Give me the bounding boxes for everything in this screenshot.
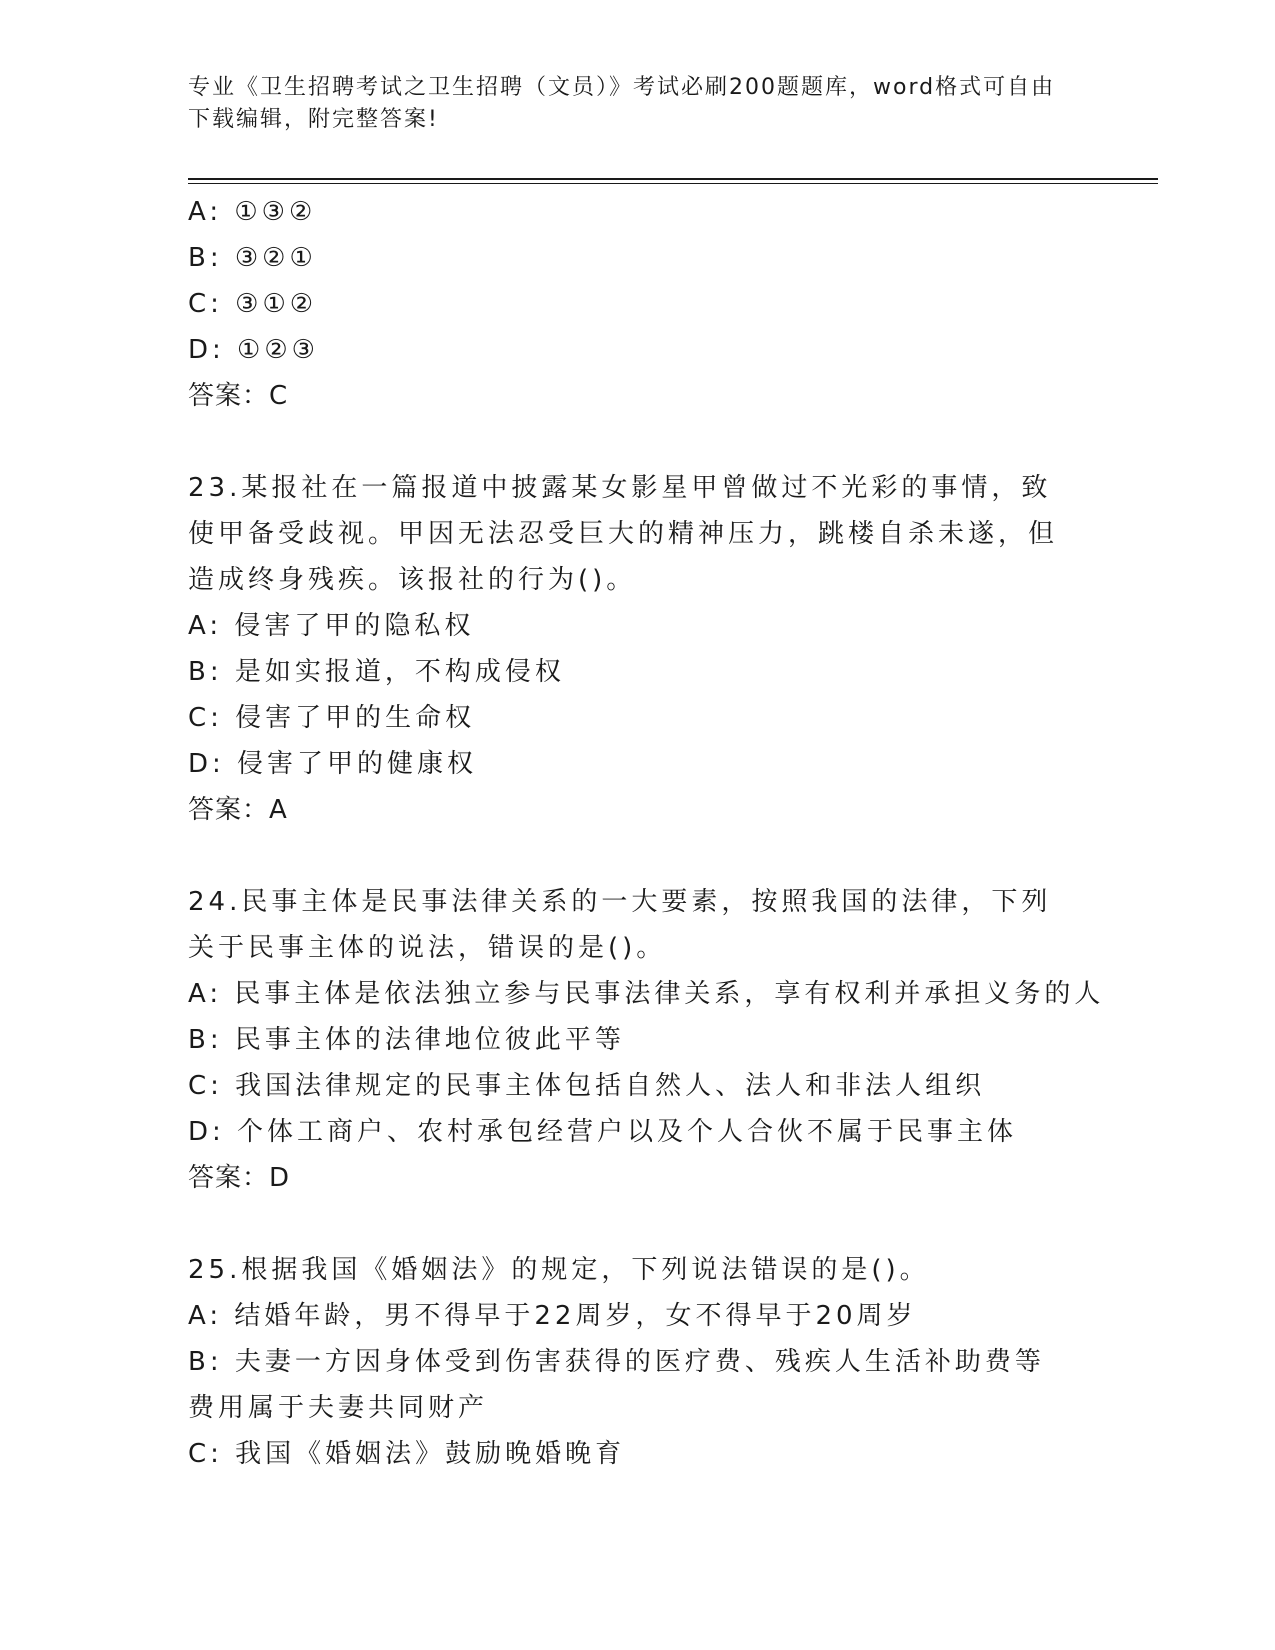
header-rule-thick: [188, 178, 1158, 180]
question-spacer: [188, 419, 1088, 465]
answer-line: 答案：D: [188, 1163, 291, 1193]
answer-line: 答案：C: [188, 381, 289, 411]
question-25: [188, 1247, 1088, 1477]
option-c: C: 我国法律规定的民事主体包括自然人、法人和非法人组织: [188, 1071, 986, 1101]
question-stem: 23.某报社在一篇报道中披露某女影星甲曾做过不光彩的事情，致使甲备受歧视。甲因无法忍受巨大的精神压力，跳楼自杀未遂，但造成终身残疾。该报社的行为()。: [188, 473, 1059, 595]
question-22: [188, 189, 1088, 419]
header-rule-thin: [188, 183, 1158, 184]
option-a: A: 侵害了甲的隐私权: [188, 611, 475, 641]
question-spacer: [188, 1201, 1088, 1247]
option-b: B: ③②①: [188, 243, 317, 273]
option-a: A: ①③②: [188, 197, 317, 227]
option-b: B: 民事主体的法律地位彼此平等: [188, 1025, 625, 1055]
option-a: A: 民事主体是依法独立参与民事法律关系，享有权利并承担义务的人: [188, 979, 1105, 1009]
answer-line: 答案：A: [188, 795, 288, 825]
option-b: B: 夫妻一方因身体受到伤害获得的医疗费、残疾人生活补助费等费用属于夫妻共同财产: [188, 1347, 1045, 1423]
question-24: [188, 879, 1105, 1201]
question-content: [188, 189, 1105, 1477]
option-d: D: 个体工商户、农村承包经营户以及个人合伙不属于民事主体: [188, 1117, 1018, 1147]
option-d: D: 侵害了甲的健康权: [188, 749, 478, 779]
option-c: C: 侵害了甲的生命权: [188, 703, 476, 733]
question-spacer: [188, 833, 1088, 879]
option-c: C: 我国《婚姻法》鼓励晚婚晚育: [188, 1439, 626, 1469]
question-stem: 25.根据我国《婚姻法》的规定，下列说法错误的是()。: [188, 1255, 930, 1285]
question-23: [188, 465, 1088, 833]
page-header-title: 专业《卫生招聘考试之卫生招聘（文员）》考试必刷200题题库，word格式可自由下载编辑，附完整答案!: [188, 75, 1056, 132]
option-c: C: ③①②: [188, 289, 318, 319]
option-a: A: 结婚年龄，男不得早于22周岁，女不得早于20周岁: [188, 1301, 917, 1331]
question-stem: 24.民事主体是民事法律关系的一大要素，按照我国的法律，下列关于民事主体的说法，错误的是()。: [188, 887, 1052, 963]
option-d: D: ①②③: [188, 335, 319, 365]
option-b: B: 是如实报道，不构成侵权: [188, 657, 565, 687]
